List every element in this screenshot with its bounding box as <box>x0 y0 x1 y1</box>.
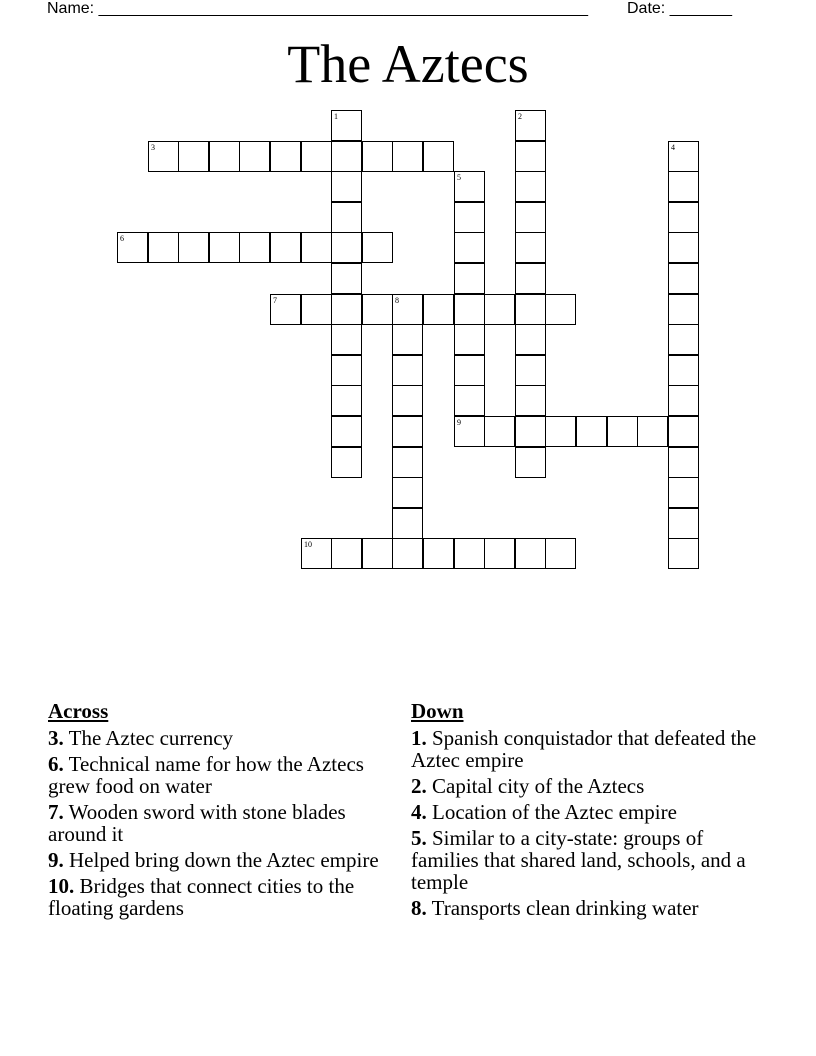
grid-cell[interactable] <box>668 263 699 294</box>
grid-cell[interactable] <box>576 416 607 447</box>
grid-cell[interactable] <box>178 141 209 172</box>
grid-cell[interactable] <box>515 171 546 202</box>
grid-cell[interactable] <box>515 110 546 141</box>
grid-cell[interactable] <box>362 294 393 325</box>
grid-cell[interactable] <box>331 110 362 141</box>
grid-cell[interactable] <box>454 294 485 325</box>
grid-cell[interactable] <box>515 538 546 569</box>
clue-number: 7. <box>48 800 64 824</box>
grid-cell[interactable] <box>454 324 485 355</box>
grid-cell[interactable] <box>392 324 423 355</box>
grid-cell[interactable] <box>331 141 362 172</box>
grid-cell[interactable] <box>515 385 546 416</box>
down-clues <box>411 700 771 923</box>
grid-cell[interactable] <box>209 141 240 172</box>
clue-number: 2. <box>411 774 427 798</box>
grid-cell[interactable] <box>392 447 423 478</box>
grid-cell[interactable] <box>331 538 362 569</box>
grid-cell[interactable] <box>423 294 454 325</box>
grid-cell[interactable] <box>362 538 393 569</box>
grid-cell[interactable] <box>515 294 546 325</box>
clue-text: Transports clean drinking water <box>426 896 699 920</box>
grid-cell[interactable] <box>392 141 423 172</box>
grid-cell[interactable] <box>515 263 546 294</box>
grid-cell[interactable] <box>392 416 423 447</box>
grid-cell[interactable] <box>545 294 576 325</box>
page-title: The Aztecs <box>287 34 529 94</box>
grid-cell[interactable] <box>454 416 485 447</box>
grid-cell[interactable] <box>668 508 699 539</box>
grid-cell[interactable] <box>668 141 699 172</box>
grid-cell[interactable] <box>454 263 485 294</box>
clue-number: 10. <box>48 874 75 898</box>
grid-cell[interactable] <box>454 385 485 416</box>
grid-cell[interactable] <box>301 538 332 569</box>
grid-cell[interactable] <box>515 447 546 478</box>
grid-cell[interactable] <box>637 416 668 447</box>
grid-cell[interactable] <box>331 324 362 355</box>
grid-cell[interactable] <box>515 324 546 355</box>
grid-cell[interactable] <box>209 232 240 263</box>
grid-cell[interactable] <box>668 232 699 263</box>
grid-cell[interactable] <box>668 171 699 202</box>
grid-cell[interactable] <box>454 202 485 233</box>
clue-text: Location of the Aztec empire <box>426 800 677 824</box>
grid-cell[interactable] <box>392 538 423 569</box>
grid-cell[interactable] <box>331 202 362 233</box>
grid-cell[interactable] <box>331 447 362 478</box>
across-heading: Across <box>48 699 109 723</box>
grid-cell[interactable] <box>515 232 546 263</box>
clue-number-label: 10 <box>304 540 312 549</box>
clue-number: 5. <box>411 826 427 850</box>
clue-item <box>411 827 771 893</box>
down-heading: Down <box>411 699 464 723</box>
clue-item <box>48 849 398 871</box>
grid-cell[interactable] <box>484 538 515 569</box>
grid-cell[interactable] <box>392 508 423 539</box>
clue-item <box>48 727 398 749</box>
grid-cell[interactable] <box>668 538 699 569</box>
grid-cell[interactable] <box>545 416 576 447</box>
clue-number-label: 2 <box>518 112 522 121</box>
across-clues <box>48 700 398 923</box>
grid-cell[interactable] <box>454 538 485 569</box>
grid-cell[interactable] <box>392 355 423 386</box>
clue-text: Bridges that connect cities to the floating gardens <box>48 874 355 920</box>
clue-number: 1. <box>411 726 427 750</box>
clue-text: Similar to a city-state: groups of families that shared land, schools, and a temple <box>411 826 746 894</box>
name-field[interactable]: Name: _______________________________________________________ <box>47 0 588 17</box>
clue-text: The Aztec currency <box>63 726 234 750</box>
grid-cell[interactable] <box>270 141 301 172</box>
grid-cell[interactable] <box>454 232 485 263</box>
grid-cell[interactable] <box>331 171 362 202</box>
grid-cell[interactable] <box>239 141 270 172</box>
clue-number-label: 9 <box>457 418 461 427</box>
grid-cell[interactable] <box>515 355 546 386</box>
clue-number-label: 1 <box>334 112 338 121</box>
grid-cell[interactable] <box>668 202 699 233</box>
grid-cell[interactable] <box>117 232 148 263</box>
grid-cell[interactable] <box>301 141 332 172</box>
grid-cell[interactable] <box>484 294 515 325</box>
clue-number: 6. <box>48 752 64 776</box>
clue-text: Wooden sword with stone blades around it <box>48 800 346 846</box>
grid-cell[interactable] <box>331 416 362 447</box>
grid-cell[interactable] <box>668 385 699 416</box>
grid-cell[interactable] <box>392 385 423 416</box>
grid-cell[interactable] <box>668 324 699 355</box>
grid-cell[interactable] <box>515 141 546 172</box>
clue-text: Helped bring down the Aztec empire <box>63 848 379 872</box>
grid-cell[interactable] <box>239 232 270 263</box>
grid-cell[interactable] <box>515 202 546 233</box>
clue-item <box>48 753 398 797</box>
grid-cell[interactable] <box>362 141 393 172</box>
grid-cell[interactable] <box>270 294 301 325</box>
grid-cell[interactable] <box>668 294 699 325</box>
clue-number: 3. <box>48 726 64 750</box>
clue-number-label: 5 <box>457 173 461 182</box>
clue-number-label: 3 <box>151 143 155 152</box>
grid-cell[interactable] <box>270 232 301 263</box>
grid-cell[interactable] <box>668 477 699 508</box>
grid-cell[interactable] <box>148 232 179 263</box>
grid-cell[interactable] <box>515 416 546 447</box>
grid-cell[interactable] <box>362 232 393 263</box>
clue-item <box>48 875 398 919</box>
grid-cell[interactable] <box>301 294 332 325</box>
grid-cell[interactable] <box>331 263 362 294</box>
grid-cell[interactable] <box>454 355 485 386</box>
grid-cell[interactable] <box>331 294 362 325</box>
clue-item <box>411 727 771 771</box>
grid-cell[interactable] <box>545 538 576 569</box>
clue-item <box>411 897 771 919</box>
date-field[interactable]: Date: _______ <box>627 0 732 17</box>
grid-cell[interactable] <box>668 355 699 386</box>
grid-cell[interactable] <box>178 232 209 263</box>
grid-cell[interactable] <box>668 416 699 447</box>
grid-cell[interactable] <box>331 232 362 263</box>
clue-number: 8. <box>411 896 427 920</box>
grid-cell[interactable] <box>607 416 638 447</box>
clue-number-label: 4 <box>671 143 675 152</box>
grid-cell[interactable] <box>392 294 423 325</box>
grid-cell[interactable] <box>392 477 423 508</box>
grid-cell[interactable] <box>423 141 454 172</box>
across-clue-list <box>48 727 398 919</box>
grid-cell[interactable] <box>668 447 699 478</box>
clue-text: Capital city of the Aztecs <box>426 774 645 798</box>
clue-text: Technical name for how the Aztecs grew food on water <box>48 752 364 798</box>
clue-item <box>411 775 771 797</box>
clue-number-label: 6 <box>120 234 124 243</box>
clue-text: Spanish conquistador that defeated the Aztec empire <box>411 726 757 772</box>
clue-number: 9. <box>48 848 64 872</box>
grid-cell[interactable] <box>454 171 485 202</box>
clue-item <box>48 801 398 845</box>
clue-number: 4. <box>411 800 427 824</box>
clue-number-label: 7 <box>273 296 277 305</box>
grid-cell[interactable] <box>331 355 362 386</box>
grid-cell[interactable] <box>484 416 515 447</box>
clue-item <box>411 801 771 823</box>
grid-cell[interactable] <box>331 385 362 416</box>
grid-cell[interactable] <box>423 538 454 569</box>
grid-cell[interactable] <box>301 232 332 263</box>
clue-number-label: 8 <box>395 296 399 305</box>
grid-cell[interactable] <box>148 141 179 172</box>
down-clue-list <box>411 727 771 919</box>
